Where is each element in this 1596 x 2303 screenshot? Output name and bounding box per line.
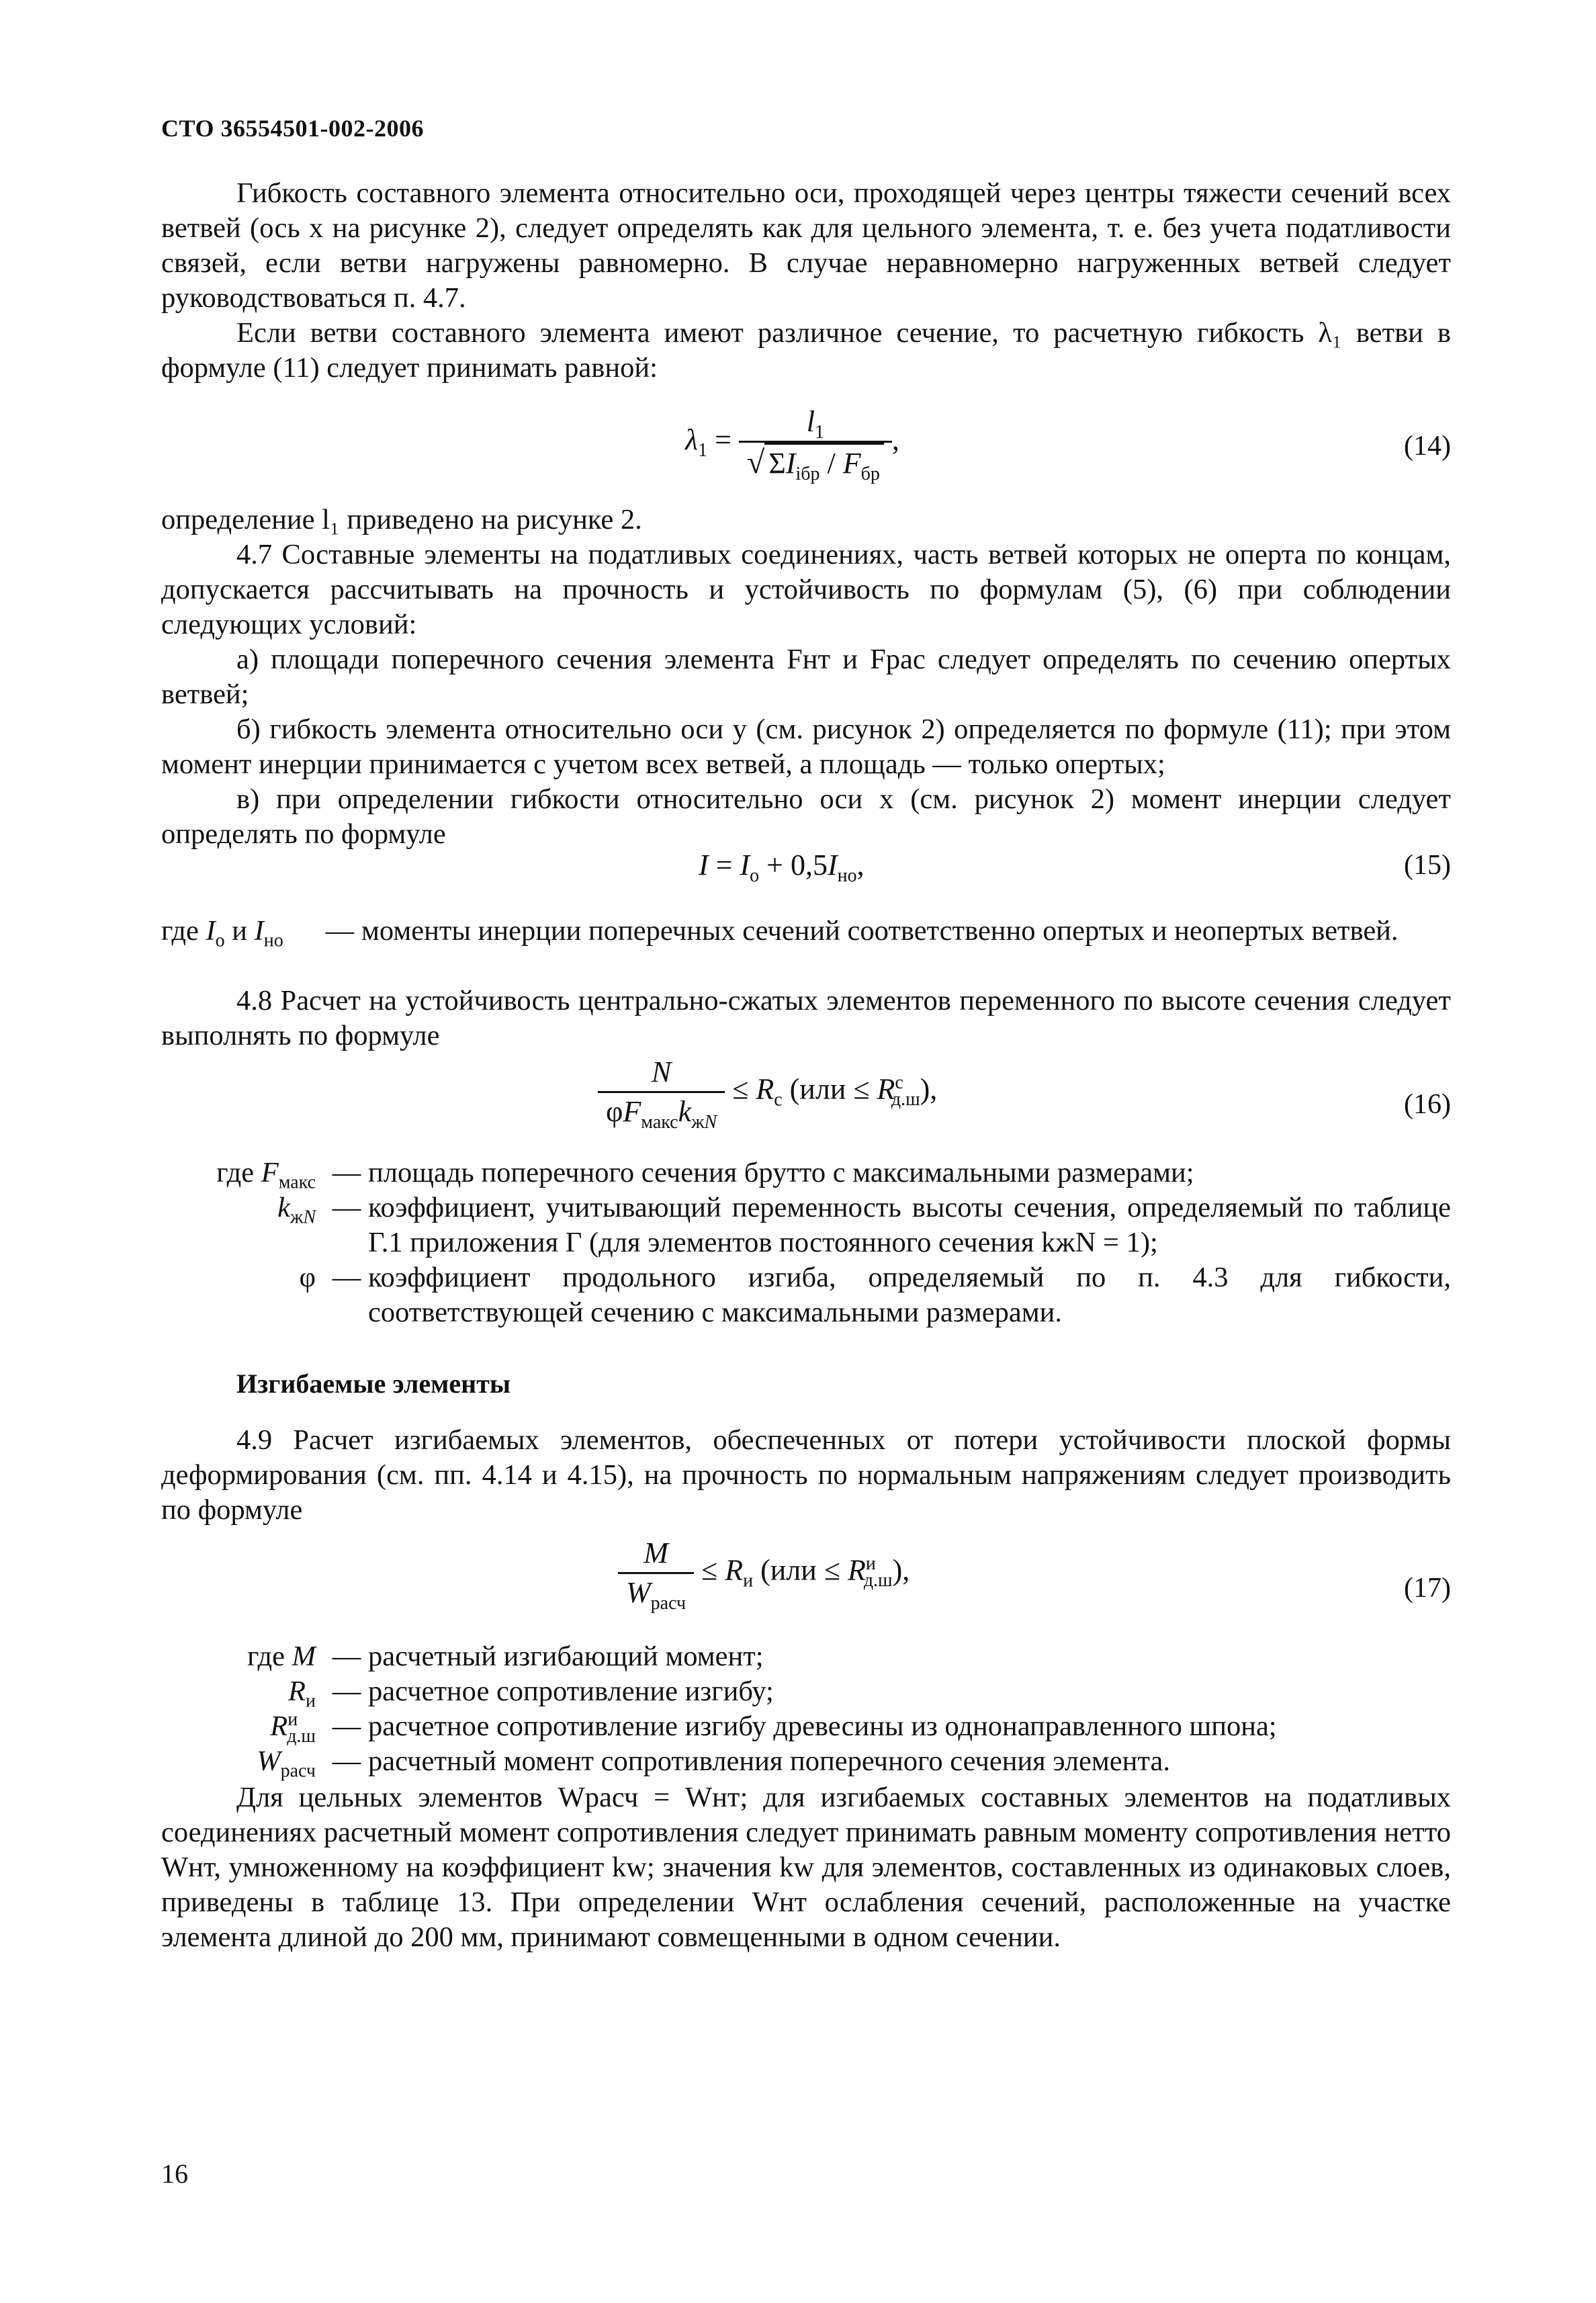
definition-row: $R_и$ — расчетное сопротивление изгибу; [161,1674,1451,1709]
page-number: 16 [161,2159,188,2189]
equation-16: $\frac{N}{\varphi F_{макс}k_{жN}}$ ≤ $R_с$ $(или \le R^с_{д.ш})$, [598,1053,937,1131]
definitions-17 [161,1639,1451,1782]
definition-inertia: моменты инерции поперечных сечений соответственно опертых и неопертых ветвей. [361,915,1399,947]
paragraph-flexibility: Гибкость составного элемента относительно оси, проходящей через центры тяжести сечений всех ветвей (ось x на рисунке 2), следует определять как для цельного элемента, т. е. без учета податливости связей, если ветви нагружены равномерно. В случае неравномерно нагруженных ветвей следует руководствоваться п. 4.7. [161,177,1451,314]
definitions-15: где $I_о$ и $I_{но}$ — моменты инерции поперечных сечений соответственно опертых и неопертых ветвей. [161,914,1451,949]
equation-15: $I = I_о + 0,5I_{но}$, [699,849,864,886]
equation-14-number: (14) [1404,431,1451,462]
definition-text: расчетный момент сопротивления поперечного сечения элемента. [368,1745,1170,1777]
definition-text: расчетный изгибающий момент; [368,1641,764,1672]
section-heading: Изгибаемые элементы [236,1368,511,1399]
paragraph-condition-b: б) гибкость элемента относительно оси y (см. рисунок 2) определяется по формуле (11); при этом момент инерции принимается с учетом всех ветвей, а площадь — только опертых; [161,713,1451,780]
paragraph-4-9: 4.9 Расчет изгибаемых элементов, обеспеченных от потери устойчивости плоской формы деформирования (см. пп. 4.14 и 4.15), на прочность по нормальным напряжениям следует производить по формуле [161,1424,1451,1526]
definitions-16 [161,1156,1451,1330]
paragraph-4-8: 4.8 Расчет на устойчивость центрально-сжатых элементов переменного по высоте сечения следует выполнять по формуле [161,985,1451,1051]
equation-17-number: (17) [1404,1573,1451,1604]
definition-text: расчетное сопротивление изгибу древесины из однонаправленного шпона; [368,1710,1277,1742]
definition-row: где M — расчетный изгибающий момент; [161,1639,1451,1674]
paragraph-solid-elements: Для цельных элементов Wрасч = Wнт; для изгибаемых составных элементов на податливых соединениях расчетный момент сопротивления следует принимать равным моменту сопротивления нетто Wнт, умноженному на коэффициент kw; значения kw для элементов, составленных из одинаковых слоев, приведены в таблице 13. При определении Wнт ослабления сечений, расположенные на участке элемента длиной до 200 мм, принимают совмещенными в одном сечении. [161,1782,1451,1953]
equation-16-number: (16) [1404,1089,1451,1120]
equation-17: $\frac{M}{W_{расч}}$ ≤ $R_и$ $(или \le R^и_{д.ш})$, [618,1534,910,1612]
equation-14: $\lambda_1$ = $\frac{l_1}{√ \Sigma I_{iбр} / F_{бр}}$ , [685,403,899,482]
definition-row: $W_{расч}$ — расчетный момент сопротивления поперечного сечения элемента. [161,1744,1451,1779]
definition-text: площадь поперечного сечения брутто с максимальными размерами; [368,1157,1194,1188]
document-code: СТО 36554501-002-2006 [161,115,425,142]
definition-text: коэффициент продольного изгиба, определяемый по п. 4.3 для гибкости, соответствующей сечению с максимальными размерами. [368,1262,1451,1328]
definition-row: φ — коэффициент продольного изгиба, определяемый по п. 4.3 для гибкости, соответствующей сечению с максимальными размерами. [161,1260,1451,1330]
paragraph-branch-section: Если ветви составного элемента имеют различное сечение, то расчетную гибкость λ₁ ветви в формуле (11) следует принимать равной: [161,317,1451,384]
definition-text: коэффициент, учитывающий переменность высоты сечения, определяемый по таблице Г.1 приложения Г (для элементов постоянного сечения kжN = 1); [368,1192,1451,1258]
definition-row: $k_{жN}$ — коэффициент, учитывающий переменность высоты сечения, определяемый по таблице Г.1 приложения Г (для элементов постоянного сечения kжN = 1); [161,1190,1451,1260]
paragraph-condition-c: в) при определении гибкости относительно оси x (см. рисунок 2) момент инерции следует определять по формуле [161,783,1451,850]
paragraph-definition-l1: определение l₁ приведено на рисунке 2. [161,504,642,535]
paragraph-4-7: 4.7 Составные элементы на податливых соединениях, часть ветвей которых не оперта по концам, допускается рассчитывать на прочность и устойчивость по формулам (5), (6) при соблюдении следующих условий: [161,539,1451,640]
paragraph-condition-a: а) площади поперечного сечения элемента Fнт и Fрас следует определять по сечению опертых ветвей; [161,644,1451,710]
definition-text: расчетное сопротивление изгибу; [368,1676,774,1707]
equation-15-number: (15) [1404,850,1451,881]
definition-row: где $F_{макс}$ — площадь поперечного сечения брутто с максимальными размерами; [161,1156,1451,1190]
definition-row: $R^и_{д.ш}$ — расчетное сопротивление изгибу древесины из однонаправленного шпона; [161,1709,1451,1744]
